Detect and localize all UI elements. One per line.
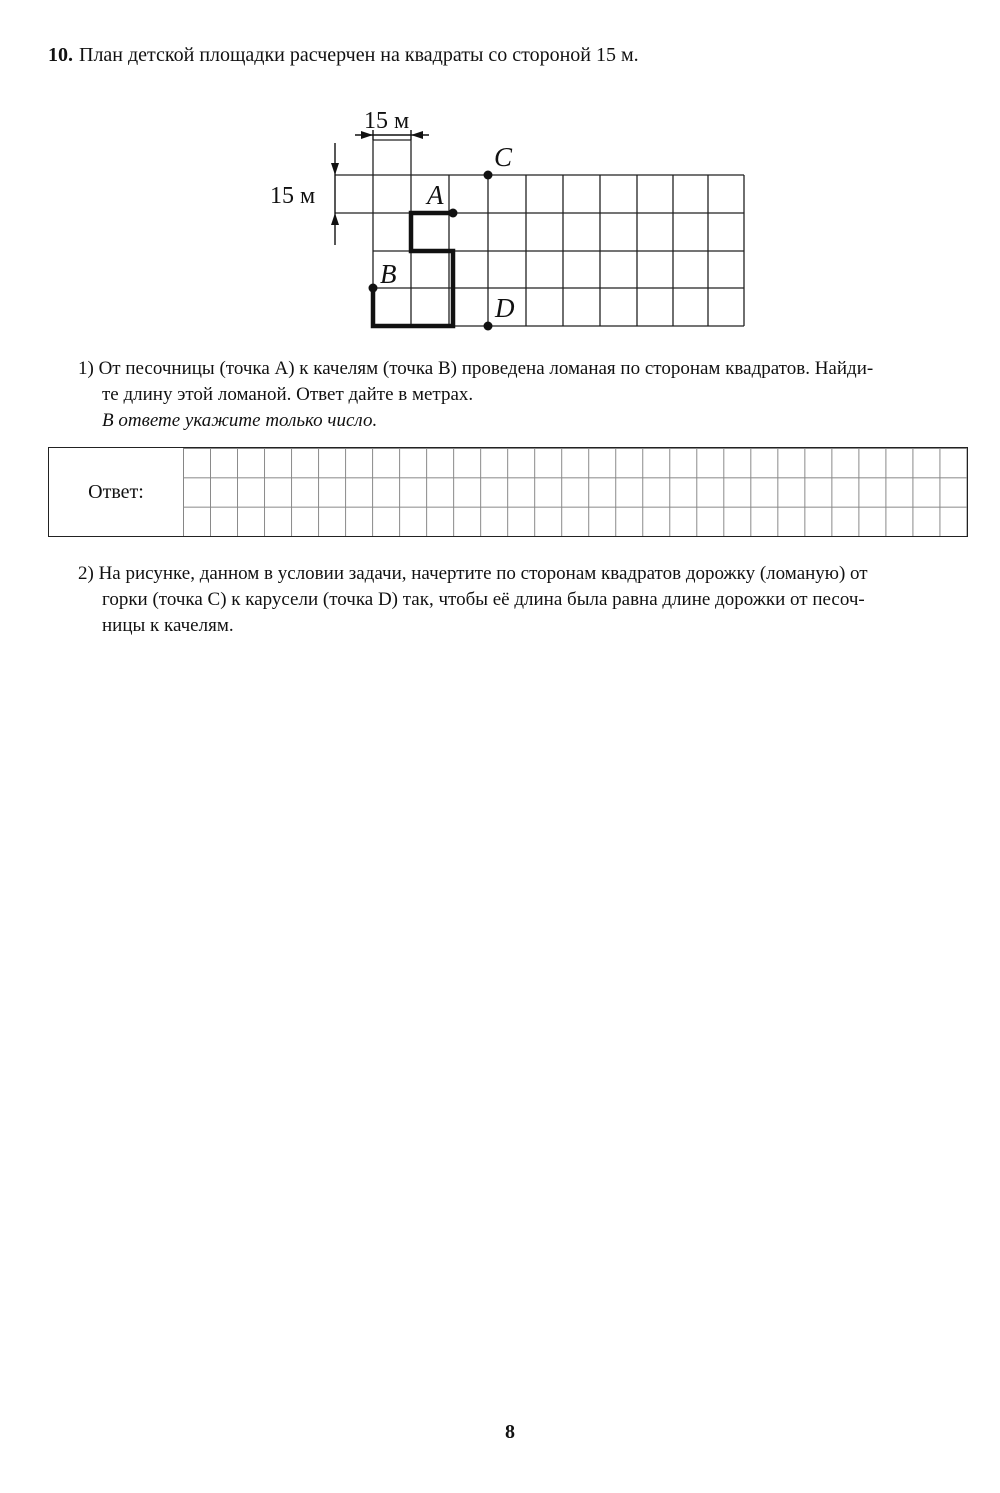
answer-label: Ответ:: [49, 448, 184, 536]
question-1-note: В ответе укажите только число.: [102, 410, 378, 431]
question-1: [78, 356, 973, 434]
question-1-line-1: 1) От песочницы (точка А) к качелям (точка В) проведена ломаная по сторонам квадратов. Найди-: [78, 358, 874, 379]
point-b-dot: [369, 284, 378, 293]
point-c-dot: [484, 171, 493, 180]
playground-grid-diagram: [260, 100, 760, 340]
problem-number: 10.: [48, 44, 73, 66]
problem-text: План детской площадки расчерчен на квадраты со стороной 15 м.: [79, 44, 639, 66]
left-dimension: [331, 143, 339, 245]
point-c-label: C: [494, 142, 513, 172]
grid-lines: [335, 140, 744, 326]
question-2-line-1: 2) На рисунке, данном в условии задачи, начертите по сторонам квадратов дорожку (ломаную) от: [78, 563, 868, 584]
problem-statement: [48, 44, 948, 67]
question-2-line-2: горки (точка С) к карусели (точка D) так, чтобы её длина была равна длине дорожки от песоч-: [102, 589, 865, 610]
answer-box: [48, 447, 968, 537]
point-a-label: A: [427, 180, 444, 210]
point-d-dot: [484, 322, 493, 331]
question-1-line-2: те длину этой ломаной. Ответ дайте в метрах.: [102, 384, 474, 405]
question-2: [78, 561, 973, 639]
page-number: 8: [505, 1421, 515, 1443]
question-2-line-3: ницы к качелям.: [102, 615, 234, 636]
point-a-dot: [449, 209, 458, 218]
point-d-label: D: [495, 293, 515, 323]
dim-top-label: 15 м: [364, 108, 410, 134]
dim-left-label: 15 м: [270, 183, 316, 209]
point-b-label: B: [380, 259, 397, 289]
answer-input-grid[interactable]: [183, 448, 967, 536]
